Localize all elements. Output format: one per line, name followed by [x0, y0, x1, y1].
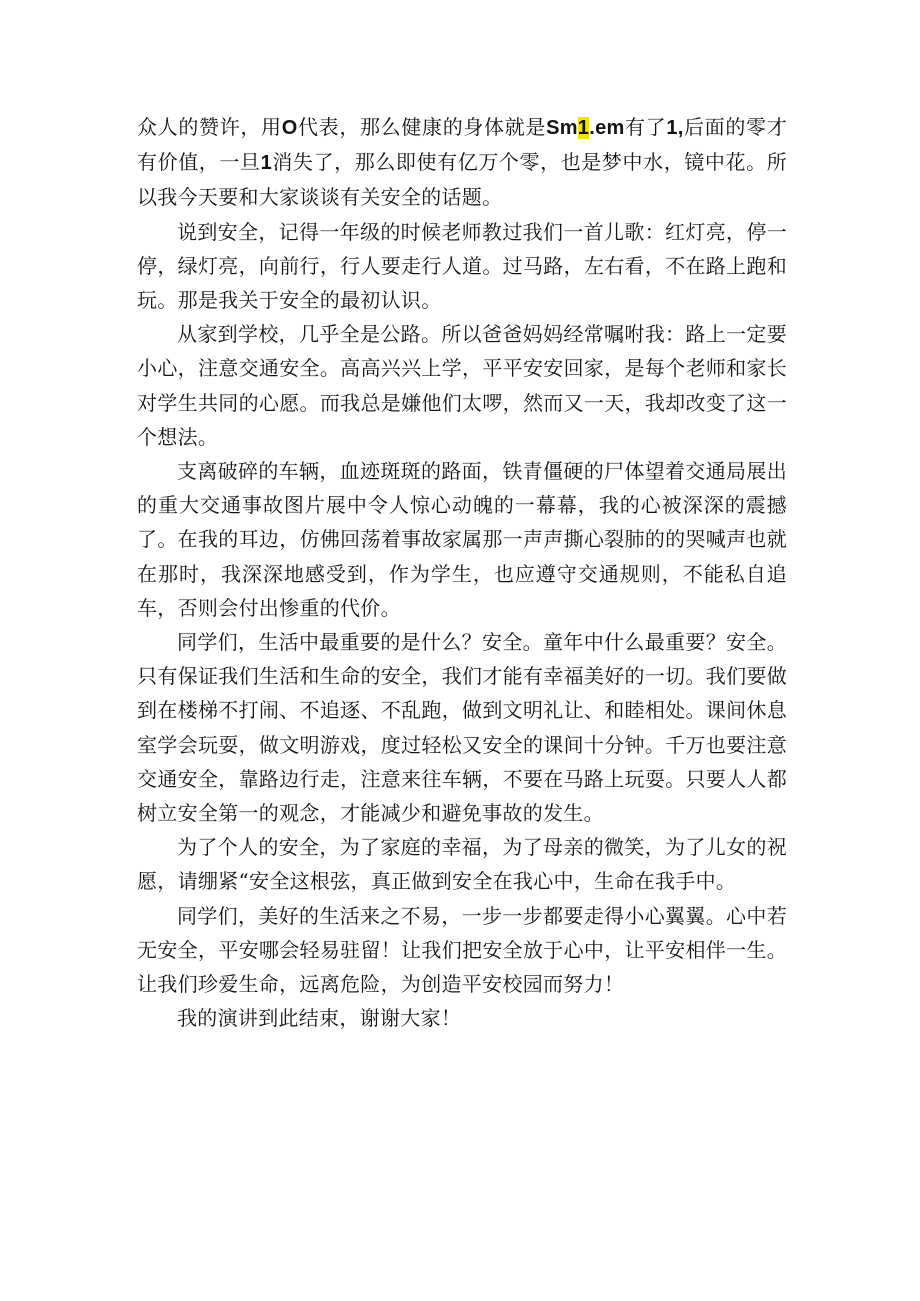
- paragraph-6: 为了个人的安全，为了家庭的幸福，为了母亲的微笑，为了儿女的祝愿，请绷紧“安全这根弦，真正做到安全在我心中，生命在我手中。: [137, 835, 787, 894]
- highlighted-one: 1: [577, 117, 590, 139]
- symbol-o: O: [281, 117, 298, 139]
- paragraph-3: 从家到学校，几乎全是公路。所以爸爸妈妈经常嘱咐我：路上一定要小心，注意交通安全。高高兴兴上学，平平安安回家，是每个老师和家长对学生共同的心愿。而我总是嫌他们太啰，然而又一天，我却改变了这一个想法。: [137, 322, 787, 449]
- paragraph-2: 说到安全，记得一年级的时候老师教过我们一首儿歌：红灯亮，停一停，绿灯亮，向前行，行人要走行人道。过马路，左右看，不在路上跑和玩。那是我关于安全的最初认识。: [137, 219, 787, 313]
- paragraph-5: 同学们，生活中最重要的是什么？安全。童年中什么最重要？安全。只有保证我们生活和生命的安全，我们才能有幸福美好的一切。我们要做到在楼梯不打闹、不追逐、不乱跑，做到文明礼让、和睦相处。课间休息室学会玩耍，做文明游戏，度过轻松又安全的课间十分钟。千万也要注意交通安全，靠路边行走，注意来往车辆，不要在马路上玩耍。只要人人都树立安全第一的观念，才能减少和避免事故的发生。: [137, 630, 787, 826]
- paragraph-8: 我的演讲到此结束，谢谢大家！: [177, 1006, 462, 1031]
- paragraph-1-text: 众人的赞许，用: [137, 115, 282, 139]
- paragraph-1: [137, 110, 787, 215]
- speech-body: [137, 110, 787, 1035]
- bold-em: .em: [589, 117, 625, 139]
- bold-sm: Sm: [546, 117, 578, 139]
- paragraph-1-text: 后面的零才有价值，一旦: [137, 115, 787, 175]
- bold-one-comma: 1,: [666, 117, 684, 139]
- paragraph-1-text: 代表，那么健康的身体就是: [297, 115, 547, 139]
- paragraph-1-text: 消失了，那么即使有亿万个零，也是梦中水，镜中花。所以我今天要和大家谈谈有关安全的话题。: [137, 150, 787, 210]
- paragraph-1-text: 有了: [624, 115, 667, 139]
- paragraph-4: 支离破碎的车辆，血迹斑斑的路面，铁青僵硬的尸体望着交通局展出的重大交通事故图片展中令人惊心动魄的一幕幕，我的心被深深的震撼了。在我的耳边，仿佛回荡着事故家属那一声声撕心裂肺的的哭喊声也就在那时，我深深地感受到，作为学生，也应遵守交通规则，不能私自追车，否则会付出惨重的代价。: [137, 459, 787, 620]
- bold-one: 1: [260, 152, 273, 175]
- paragraph-7: 同学们，美好的生活来之不易，一步一步都要走得小心翼翼。心中若无安全，平安哪会轻易驻留！让我们把安全放于心中，让平安相伴一生。让我们珍爱生命，远离危险，为创造平安校园而努力！: [137, 903, 787, 997]
